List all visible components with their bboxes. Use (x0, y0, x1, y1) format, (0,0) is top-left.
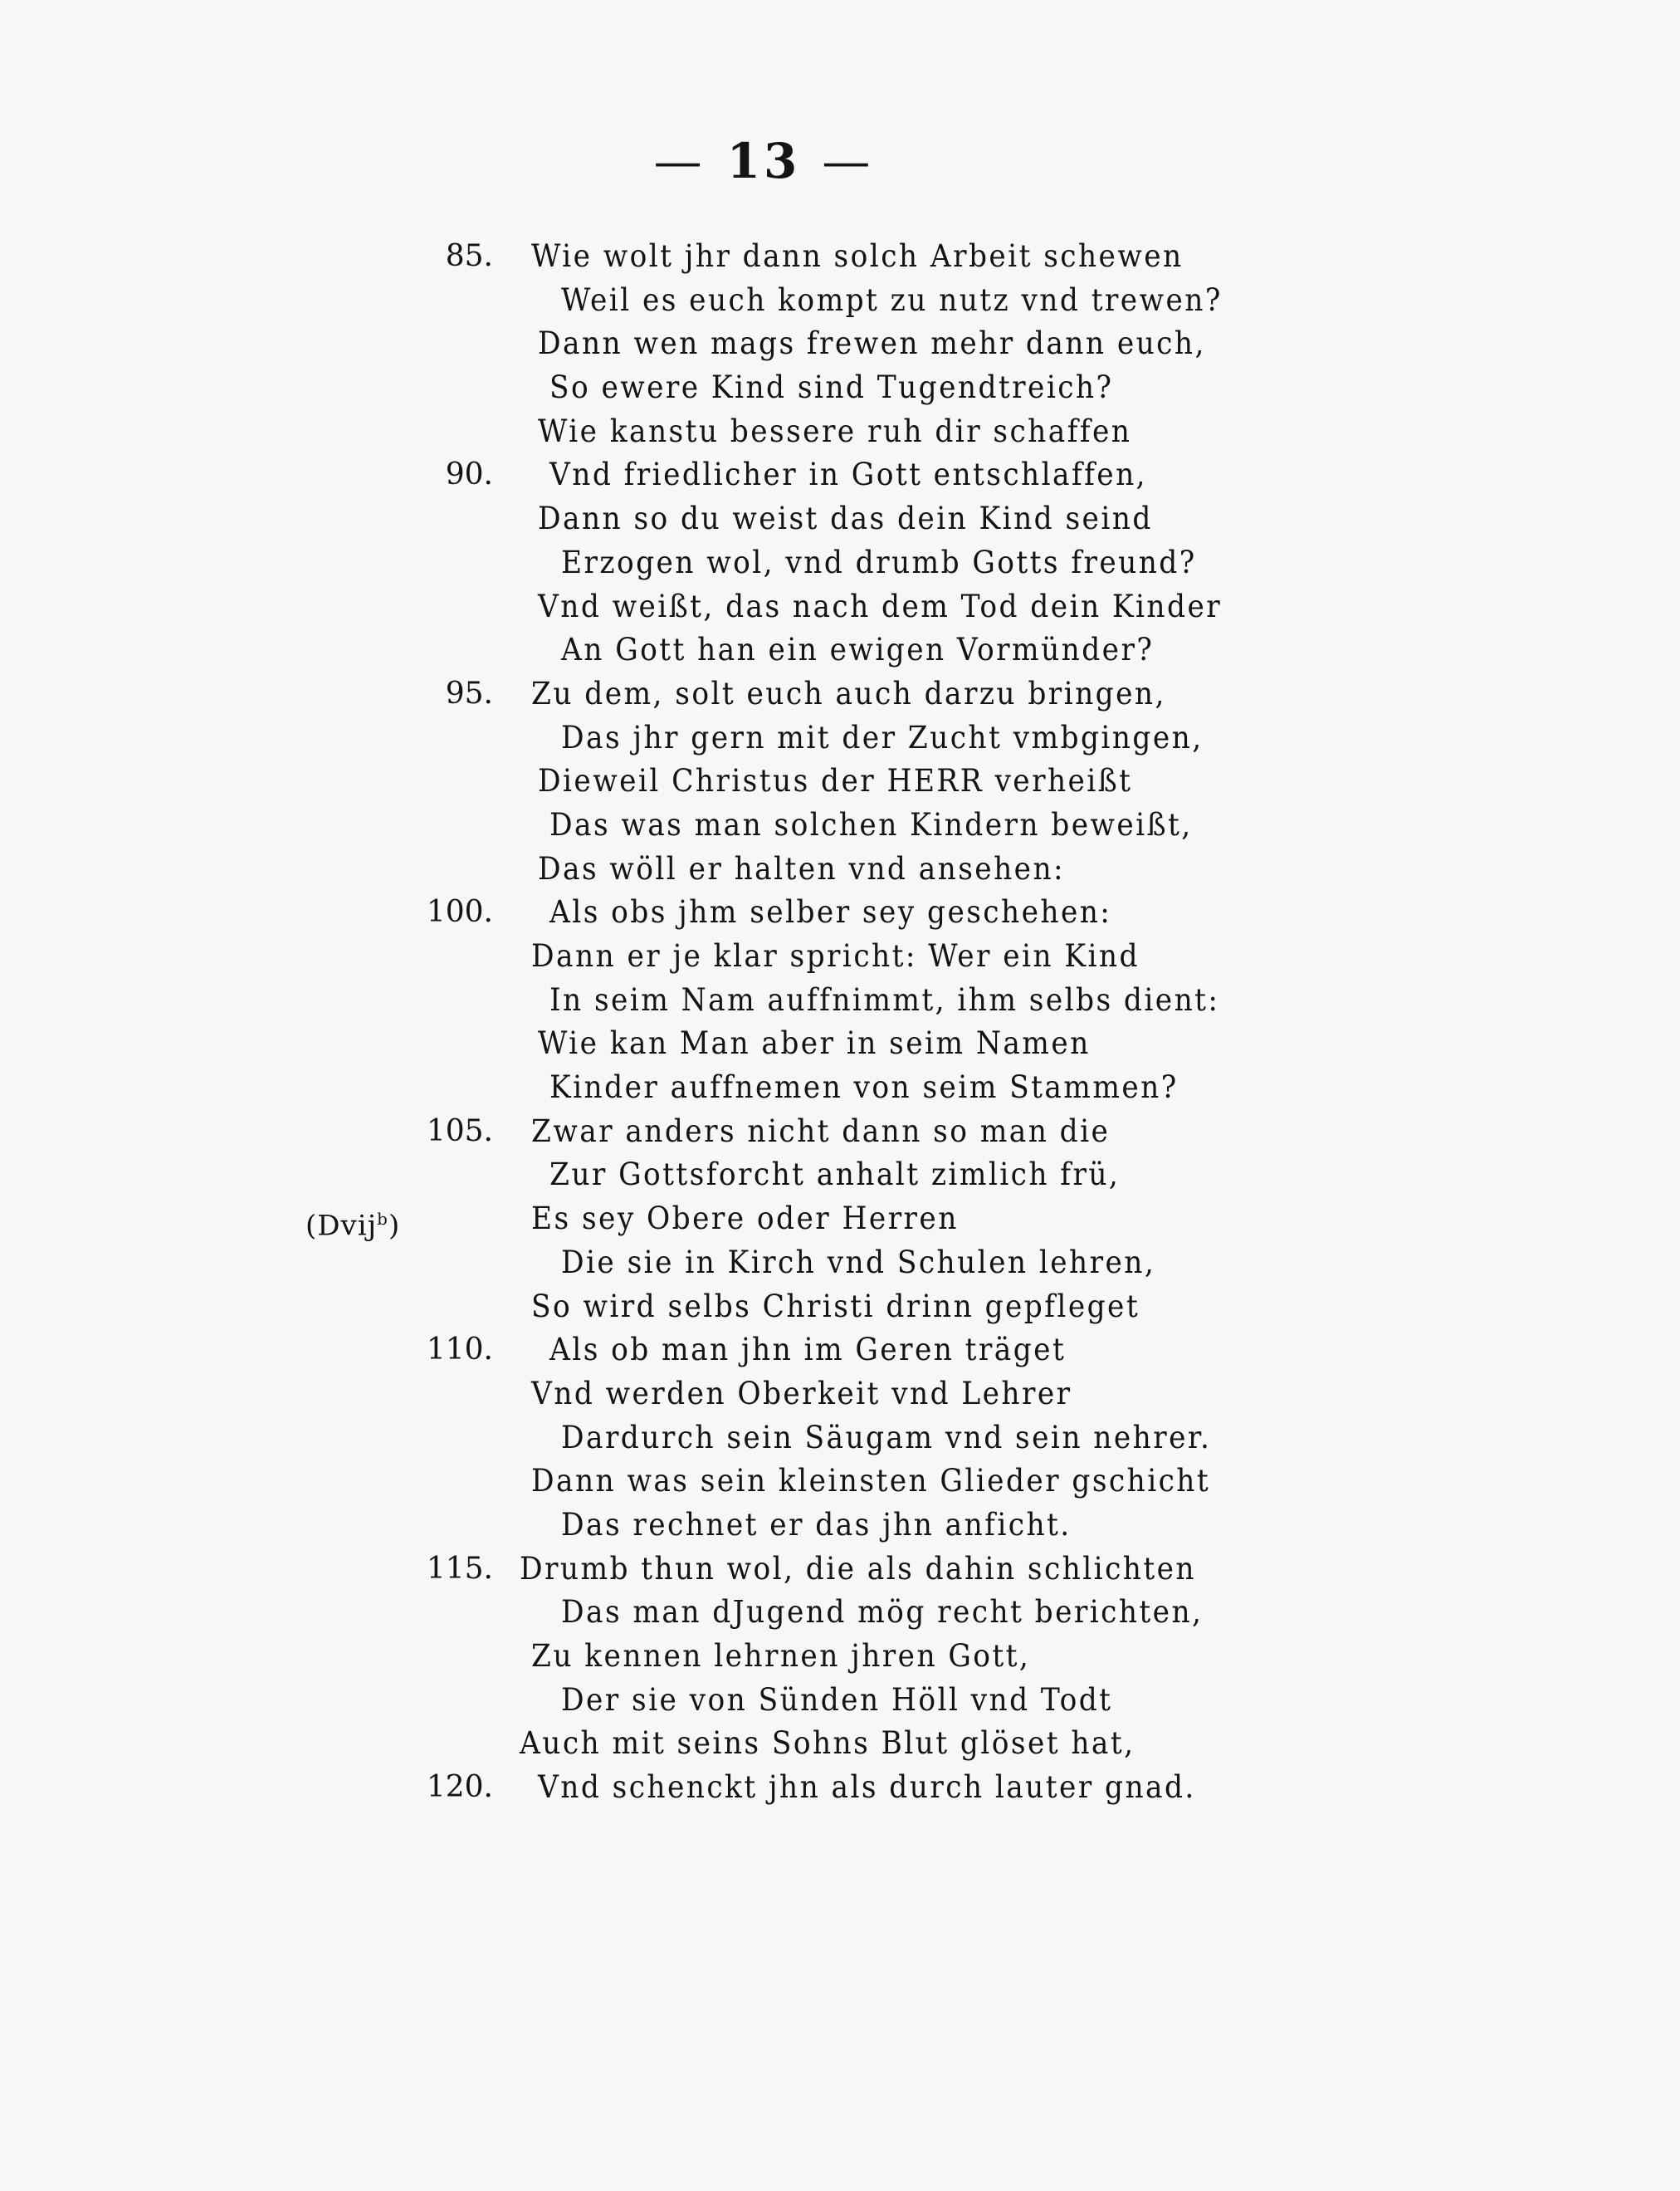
line-number: 100. (426, 895, 493, 930)
verse-text: Zur Gottsforcht anhalt zimlich frü, (549, 1157, 1121, 1193)
page-number: 13 (726, 133, 801, 189)
verse-text: Dardurch sein Säugam vnd sein nehrer. (561, 1419, 1212, 1455)
verse-line (0, 1591, 1680, 1635)
verse-text: In seim Nam auffnimmt, ihm selbs dient: (549, 981, 1220, 1018)
verse-line (0, 497, 1680, 541)
verse-text: Das man dJugend mög recht berichten, (561, 1594, 1204, 1631)
verse-text: Vnd schenckt jhn als durch lauter gnad. (538, 1769, 1196, 1806)
header-dash-left: — (653, 133, 706, 189)
verse-text: Vnd weißt, das nach dem Tod dein Kinder (538, 588, 1223, 624)
verse-line (0, 1548, 1680, 1592)
line-number: 110. (426, 1333, 493, 1367)
verse-text: So ewere Kind sind Tugendtreich? (549, 369, 1114, 406)
verse-text: Wie kanstu bessere ruh dir schaffen (538, 413, 1132, 449)
verse-line (0, 804, 1680, 848)
verse-text: Dieweil Christus der HERR verheißt (538, 763, 1133, 800)
line-number: 105. (426, 1113, 493, 1148)
verse-line (0, 1722, 1680, 1766)
verse-line (0, 935, 1680, 979)
verse-line (0, 1153, 1680, 1197)
verse-text: Vnd werden Oberkeit vnd Lehrer (531, 1375, 1072, 1411)
margin-note-sup: b (377, 1209, 388, 1230)
verse-text: An Gott han ein ewigen Vormünder? (561, 632, 1155, 668)
verse-text: Kinder auffnemen von seim Stammen? (549, 1069, 1179, 1106)
verse-text: Dann so du weist das dein Kind seind (538, 501, 1153, 537)
verse-line (0, 1110, 1680, 1154)
line-number: 115. (426, 1551, 493, 1586)
verse-line (0, 1460, 1680, 1504)
verse-text: Weil es euch kompt zu nutz vnd trewen? (561, 281, 1223, 318)
header-dash-right: — (822, 133, 874, 189)
verse-text: Auch mit seins Sohns Blut glöset hat, (520, 1725, 1135, 1762)
verse-text: Zu kennen lehrnen jhren Gott, (531, 1638, 1031, 1674)
verse-text: Vnd friedlicher in Gott entschlaffen, (549, 457, 1148, 493)
verse-text: Als obs jhm selber sey geschehen: (549, 894, 1112, 931)
verse-line (0, 1285, 1680, 1329)
line-number: 90. (445, 457, 493, 492)
verse-line (0, 628, 1680, 672)
margin-note-text: (Dvij (305, 1209, 378, 1243)
verse-text: Erzogen wol, vnd drumb Gotts freund? (561, 544, 1197, 580)
verse-text: Drumb thun wol, die als dahin schlichten (520, 1550, 1196, 1587)
verse-line (0, 1635, 1680, 1679)
verse-line (0, 1022, 1680, 1066)
page-header (0, 133, 1527, 189)
verse-text: Dann er je klar spricht: Wer ein Kind (531, 938, 1140, 974)
verse-line (0, 716, 1680, 760)
verse-line (0, 279, 1680, 323)
verse-line (0, 672, 1680, 716)
verse-line (0, 366, 1680, 410)
line-number: 95. (445, 676, 493, 711)
verse-line (0, 1197, 1680, 1241)
verse-text: So wird selbs Christi drinn gepfleget (531, 1288, 1140, 1324)
verse-line (0, 1416, 1680, 1460)
verse-line (0, 1766, 1680, 1810)
verse-line (0, 1328, 1680, 1372)
line-number: 120. (426, 1770, 493, 1805)
margin-note-close: ) (388, 1209, 401, 1243)
verse-block (0, 235, 1680, 1810)
verse-line (0, 1679, 1680, 1723)
verse-line (0, 1241, 1680, 1285)
verse-text: Zu dem, solt euch auch darzu bringen, (531, 675, 1166, 712)
verse-line (0, 235, 1680, 279)
verse-line (0, 979, 1680, 1023)
verse-text: Dann wen mags frewen mehr dann euch, (538, 325, 1206, 362)
verse-line (0, 1066, 1680, 1110)
verse-line (0, 848, 1680, 892)
verse-text: Wie kan Man aber in seim Namen (538, 1025, 1091, 1062)
verse-text: Die sie in Kirch vnd Schulen lehren, (561, 1244, 1156, 1280)
verse-line (0, 1372, 1680, 1416)
verse-text: Das rechnet er das jhn anficht. (561, 1506, 1072, 1543)
verse-line (0, 541, 1680, 585)
verse-text: Als ob man jhn im Geren träget (549, 1332, 1067, 1368)
verse-line (0, 453, 1680, 497)
verse-text: Zwar anders nicht dann so man die (531, 1113, 1111, 1149)
verse-line (0, 322, 1680, 366)
verse-line (0, 891, 1680, 935)
verse-text: Das jhr gern mit der Zucht vmbgingen, (561, 719, 1204, 756)
verse-line (0, 410, 1680, 454)
verse-text: Wie wolt jhr dann solch Arbeit schewen (531, 238, 1184, 274)
verse-text: Dann was sein kleinsten Glieder gschicht (531, 1463, 1211, 1499)
verse-line (0, 760, 1680, 804)
verse-text: Das was man solchen Kindern beweißt, (549, 806, 1193, 843)
line-number: 85. (445, 239, 493, 273)
verse-line (0, 585, 1680, 629)
verse-text: Es sey Obere oder Herren (531, 1201, 959, 1237)
verse-text: Der sie von Sünden Höll vnd Todt (561, 1681, 1113, 1718)
verse-text: Das wöll er halten vnd ansehen: (538, 850, 1066, 887)
verse-line (0, 1504, 1680, 1548)
